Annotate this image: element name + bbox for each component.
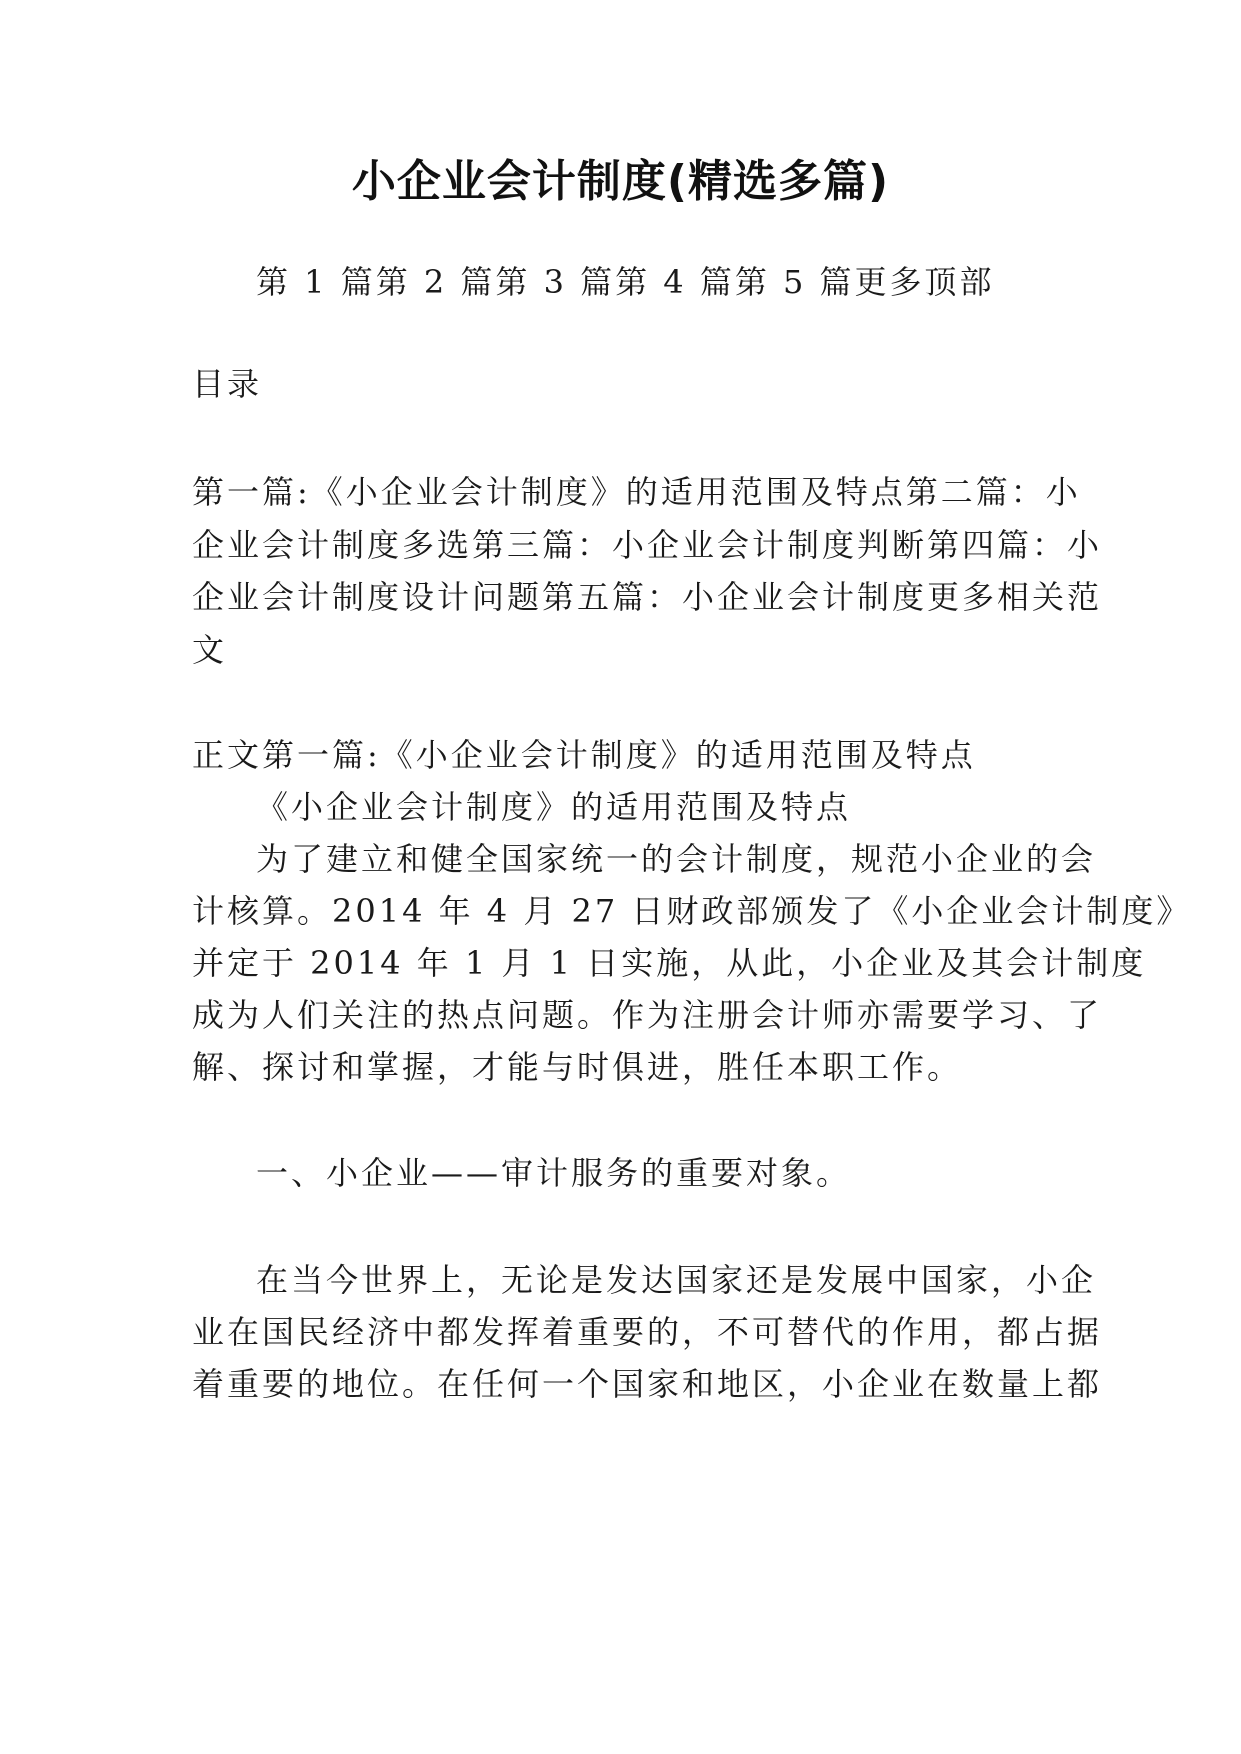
document-title: 小企业会计制度(精选多篇) xyxy=(351,156,890,207)
toc-line: 文 xyxy=(192,631,228,669)
toc-heading: 目录 xyxy=(192,365,263,403)
paragraph-2-line: 在当今世界上，无论是发达国家还是发展中国家，小企 xyxy=(256,1261,1097,1299)
paragraph-1-line: 为了建立和健全国家统一的会计制度，规范小企业的会 xyxy=(256,840,1097,878)
article-nav-line: 第 1 篇第 2 篇第 3 篇第 4 篇第 5 篇更多顶部 xyxy=(256,263,995,301)
section-heading: 一、小企业——审计服务的重要对象。 xyxy=(256,1154,852,1192)
sub-heading: 《小企业会计制度》的适用范围及特点 xyxy=(256,788,852,826)
paragraph-1-line: 计核算。2014 年 4 月 27 日财政部颁发了《小企业会计制度》 xyxy=(192,892,1192,930)
toc-line: 企业会计制度多选第三篇：小企业会计制度判断第四篇：小 xyxy=(192,526,1103,564)
paragraph-1-line: 成为人们关注的热点问题。作为注册会计师亦需要学习、了 xyxy=(192,996,1103,1034)
paragraph-2-line: 业在国民经济中都发挥着重要的，不可替代的作用，都占据 xyxy=(192,1313,1103,1351)
toc-line: 第一篇:《小企业会计制度》的适用范围及特点第二篇：小 xyxy=(192,473,1081,511)
paragraph-2-line: 着重要的地位。在任何一个国家和地区，小企业在数量上都 xyxy=(192,1365,1103,1403)
toc-line: 企业会计制度设计问题第五篇：小企业会计制度更多相关范 xyxy=(192,578,1103,616)
paragraph-1-line: 解、探讨和掌握，才能与时俱进，胜任本职工作。 xyxy=(192,1048,963,1086)
paragraph-1-line: 并定于 2014 年 1 月 1 日实施，从此，小企业及其会计制度 xyxy=(192,944,1147,982)
body-heading: 正文第一篇:《小企业会计制度》的适用范围及特点 xyxy=(192,736,976,774)
